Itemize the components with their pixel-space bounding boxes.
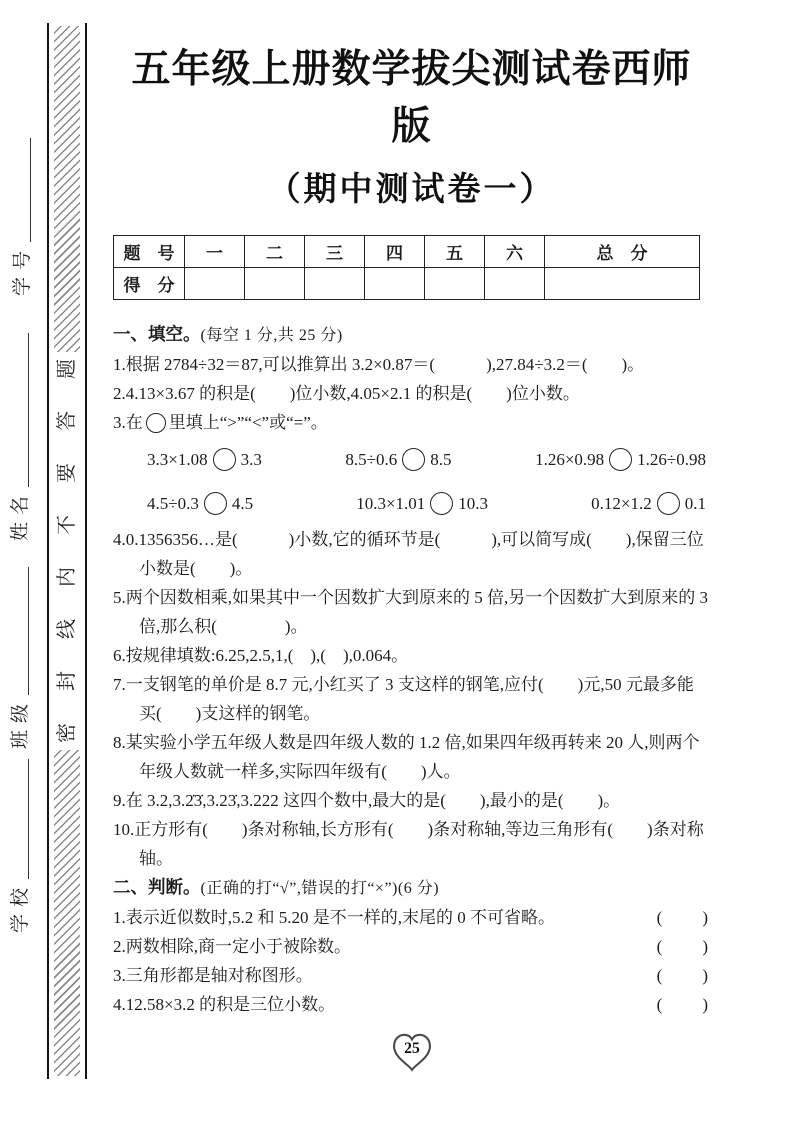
seal-char: 要	[56, 463, 78, 483]
section1-score-note: (每空 1 分,共 25 分)	[200, 327, 343, 345]
section2-heading	[113, 873, 710, 903]
seal-char: 线	[56, 619, 78, 639]
score-cell-empty	[185, 268, 245, 300]
left-expression: 1.26×0.98	[535, 449, 605, 469]
comparison-item	[535, 445, 706, 474]
circle-blank-icon	[430, 492, 453, 515]
question3-prefix: 3.在	[113, 413, 143, 433]
answer-blank: ( )	[656, 937, 710, 957]
header-cell-part2: 二	[245, 236, 305, 268]
score-cell-empty	[485, 268, 545, 300]
section2-score-note: (正确的打“√”,错误的打“×”)(6 分)	[200, 880, 440, 898]
hatch-pattern-bottom	[54, 750, 80, 1076]
question-item-10: 10.正方形有( )条对称轴,长方形有( )条对称轴,等边三角形有( )条对称轴。	[113, 820, 704, 869]
hatch-pattern-top	[54, 26, 80, 352]
score-cell-empty	[365, 268, 425, 300]
judgment-text: 1.表示近似数时,5.2 和 5.20 是不一样的,末尾的 0 不可省略。	[113, 908, 555, 928]
comparison-item	[356, 489, 488, 518]
judgment-text: 2.两数相除,商一定小于被除数。	[113, 937, 351, 957]
question-item-1: 1.根据 2784÷32＝87,可以推算出 3.2×0.87＝( ),27.84÷3.2＝( )。	[113, 355, 645, 375]
question-item-5: 5.两个因数相乘,如果其中一个因数扩大到原来的 5 倍,另一个因数扩大到原来的 3 倍,那么积( )。	[113, 588, 708, 637]
right-expression: 3.3	[240, 449, 262, 469]
question-item-3	[113, 408, 710, 437]
right-expression: 8.5	[430, 449, 452, 469]
score-table-header-row	[114, 236, 700, 268]
answer-blank: ( )	[656, 908, 710, 928]
school-blank-line	[28, 759, 29, 879]
circle-blank-icon	[213, 448, 236, 471]
seal-char: 答	[56, 411, 78, 431]
left-expression: 4.5÷0.3	[147, 493, 199, 513]
right-expression: 4.5	[231, 493, 254, 513]
section2-heading-text: 二、判断。	[113, 877, 201, 898]
score-row-label: 得 分	[114, 268, 185, 300]
seal-char: 不	[56, 515, 78, 535]
seal-char: 密	[56, 723, 78, 743]
comparison-item	[345, 445, 451, 474]
questions-area	[113, 320, 710, 1073]
comparison-row-1	[113, 437, 710, 481]
seal-text	[49, 355, 85, 747]
score-table	[113, 235, 700, 300]
class-label: 班级	[10, 696, 31, 749]
page-number-heart	[113, 1031, 710, 1073]
seal-char: 封	[56, 671, 78, 691]
circle-blank-icon	[402, 448, 425, 471]
right-expression: 10.3	[458, 493, 489, 513]
header-cell-part6: 六	[485, 236, 545, 268]
header-cell-part4: 四	[365, 236, 425, 268]
left-expression: 3.3×1.08	[147, 449, 208, 469]
score-cell-empty	[545, 268, 700, 300]
test-paper	[113, 0, 710, 1073]
seal-column	[47, 23, 87, 1079]
student-id-label: 学号	[12, 243, 33, 296]
judgment-item-2	[113, 932, 710, 961]
school-label: 学校	[10, 880, 31, 933]
circle-blank-icon	[204, 492, 227, 515]
comparison-item	[147, 445, 262, 474]
sidebar-label-school	[11, 759, 32, 933]
judgment-item-3	[113, 961, 710, 990]
section1-heading	[113, 320, 710, 350]
answer-blank: ( )	[656, 966, 710, 986]
page-number: 25	[403, 1040, 420, 1058]
question-item-8: 8.某实验小学五年级人数是四年级人数的 1.2 倍,如果四年级再转来 20 人,则两个年级人数就一样多,实际四年级有( )人。	[113, 733, 700, 782]
header-cell-part1: 一	[185, 236, 245, 268]
student-id-blank-line	[30, 138, 31, 242]
name-label: 姓名	[10, 488, 31, 541]
circle-blank-icon	[657, 492, 680, 515]
left-expression: 10.3×1.01	[356, 493, 426, 513]
sidebar-label-class	[11, 567, 32, 749]
left-expression: 8.5÷0.6	[345, 449, 398, 469]
header-cell-question-number: 题 号	[114, 236, 185, 268]
score-cell-empty	[425, 268, 485, 300]
circle-blank-icon	[146, 413, 166, 433]
left-expression: 0.12×1.2	[591, 493, 652, 513]
comparison-item	[591, 489, 706, 518]
name-blank-line	[28, 333, 29, 487]
judgment-text: 3.三角形都是轴对称图形。	[113, 966, 313, 986]
question-item-9: 9.在 3.2,3.2̇3̇,3.23̇,3.222 这四个数中,最大的是( ),最小的是( )。	[113, 791, 621, 811]
header-cell-total: 总 分	[545, 236, 700, 268]
question3-suffix: 里填上“>”“<”或“=”。	[168, 413, 328, 433]
judgment-text: 4.12.58×3.2 的积是三位小数。	[113, 995, 336, 1015]
comparison-row-2	[113, 481, 710, 525]
question-item-2: 2.4.13×3.67 的积是( )位小数,4.05×2.1 的积是( )位小数。	[113, 384, 580, 404]
answer-blank: ( )	[656, 995, 710, 1015]
judgment-item-1	[113, 903, 710, 932]
comparison-item	[147, 489, 253, 518]
seal-char: 题	[56, 359, 78, 379]
score-table-score-row	[114, 268, 700, 300]
page-subtitle: （期中测试卷一）	[267, 170, 556, 208]
sidebar-label-name	[11, 333, 32, 541]
page-title: 五年级上册数学拔尖测试卷西师版	[131, 48, 692, 148]
header-cell-part5: 五	[425, 236, 485, 268]
heart-icon	[389, 1031, 435, 1073]
score-cell-empty	[305, 268, 365, 300]
right-expression: 0.1	[684, 493, 706, 513]
circle-blank-icon	[609, 448, 632, 471]
question-item-6: 6.按规律填数:6.25,2.5,1,( ),( ),0.064。	[113, 646, 409, 666]
judgment-item-4	[113, 990, 710, 1019]
header-cell-part3: 三	[305, 236, 365, 268]
question-item-7: 7.一支钢笔的单价是 8.7 元,小红买了 3 支这样的钢笔,应付( )元,50 元最多能买( )支这样的钢笔。	[113, 675, 694, 724]
seal-char: 内	[56, 567, 78, 587]
right-expression: 1.26÷0.98	[637, 449, 706, 469]
score-cell-empty	[245, 268, 305, 300]
question-item-4: 4.0.1356356…是( )小数,它的循环节是( ),可以简写成( ),保留三位小数是( )。	[113, 530, 704, 579]
section1-heading-text: 一、填空。	[113, 324, 201, 345]
class-blank-line	[28, 567, 29, 695]
sidebar-label-student-id	[13, 138, 34, 296]
